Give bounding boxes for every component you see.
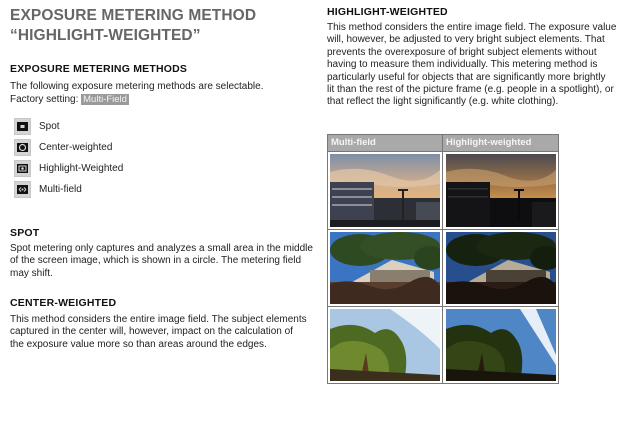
table-divider bbox=[328, 151, 558, 152]
highlight-heading: HIGHLIGHT-WEIGHTED bbox=[327, 6, 448, 18]
spot-metering-icon bbox=[14, 118, 31, 135]
center-weighted-metering-icon bbox=[14, 139, 31, 156]
mode-highlight-weighted bbox=[14, 159, 123, 177]
table-divider bbox=[328, 229, 558, 230]
highlight-text-line: will, however, be adjusted to very bright subject elements. That bbox=[327, 34, 605, 46]
highlight-weighted-metering-icon bbox=[14, 160, 31, 177]
highlight-text-line: This method considers the entire image field. The exposure value bbox=[327, 22, 617, 33]
table-divider bbox=[328, 306, 558, 307]
factory-setting bbox=[10, 94, 129, 106]
mode-label-highlight-weighted: Highlight-Weighted bbox=[39, 162, 124, 174]
spot-text-line: may shift. bbox=[10, 267, 53, 279]
multi-field-metering-icon bbox=[14, 181, 31, 198]
highlight-text-line: that reflect the light significantly (e.g. white clothing). bbox=[327, 96, 559, 108]
factory-setting-label: Factory setting: bbox=[10, 94, 82, 105]
photo-sunset-highlight-weighted bbox=[446, 154, 556, 227]
mode-label-spot: Spot bbox=[39, 120, 60, 132]
center-weighted-text bbox=[10, 314, 307, 351]
center-weighted-heading: CENTER-WEIGHTED bbox=[10, 297, 117, 309]
spot-text-line: Spot metering only captures and analyzes a small area in the middle bbox=[10, 243, 313, 254]
comparison-table bbox=[327, 134, 559, 384]
photo-tree-multi-field bbox=[330, 232, 440, 304]
methods-intro: The following exposure metering methods are selectable. bbox=[10, 81, 264, 92]
highlight-text-line: lit than the rest of the picture frame (e.g. people in a spotlight), or bbox=[327, 84, 614, 96]
photo-pine-highlight-weighted bbox=[446, 309, 556, 381]
highlight-text-line: particularly useful for objects that are significantly more brightly bbox=[327, 71, 606, 83]
mode-label-center-weighted: Center-weighted bbox=[39, 141, 113, 153]
center-text-line: This method considers the entire image field. The subject elements bbox=[10, 314, 307, 325]
table-divider bbox=[442, 135, 443, 383]
mode-spot bbox=[14, 117, 60, 135]
photo-sunset-multi-field bbox=[330, 154, 440, 227]
mode-multi-field bbox=[14, 180, 82, 198]
center-text-line: captured in the center will, however, impact on the calculation of bbox=[10, 326, 293, 338]
spot-text bbox=[10, 243, 313, 280]
column-header-highlight-weighted: Highlight-weighted bbox=[443, 135, 558, 151]
highlight-text-line: prevents the overexposure of bright subject elements without bbox=[327, 46, 597, 58]
highlight-text-line: having to measure them individually. This metering method is bbox=[327, 59, 598, 71]
highlight-text bbox=[327, 22, 616, 109]
photo-pine-multi-field bbox=[330, 309, 440, 381]
mode-center-weighted bbox=[14, 138, 112, 156]
spot-heading: SPOT bbox=[10, 227, 40, 239]
mode-label-multi-field: Multi-field bbox=[39, 183, 82, 195]
photo-tree-highlight-weighted bbox=[446, 232, 556, 304]
center-text-line: the exposure value more so than areas around the edges. bbox=[10, 338, 267, 350]
column-header-multi-field: Multi-field bbox=[328, 135, 442, 151]
methods-heading: EXPOSURE METERING METHODS bbox=[10, 63, 188, 75]
spot-text-line: of the screen image, which is shown in a circle. The metering field bbox=[10, 255, 302, 267]
factory-setting-value: Multi-Field bbox=[83, 94, 127, 105]
page-title: EXPOSURE METERING METHOD “HIGHLIGHT-WEIGHTED” bbox=[10, 7, 257, 44]
